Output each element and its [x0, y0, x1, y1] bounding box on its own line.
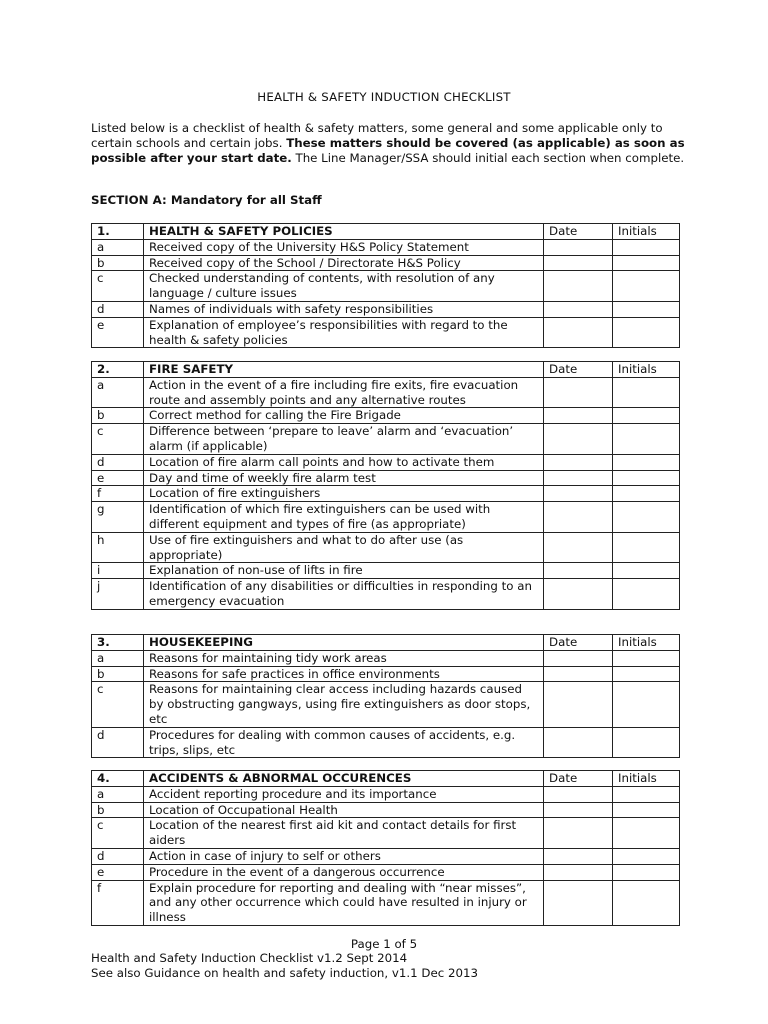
- item-text: Location of fire alarm call points and how to activate them: [144, 454, 544, 470]
- date-cell[interactable]: [544, 255, 613, 271]
- item-key: c: [92, 424, 144, 455]
- table-row: [92, 786, 680, 802]
- date-column-header: Date: [544, 224, 613, 240]
- table-row: [92, 802, 680, 818]
- table-row: [92, 848, 680, 864]
- initials-cell[interactable]: [613, 424, 680, 455]
- item-key: e: [92, 864, 144, 880]
- table-header-row: [92, 771, 680, 787]
- initials-cell[interactable]: [613, 408, 680, 424]
- initials-cell[interactable]: [613, 880, 680, 925]
- item-text: Checked understanding of contents, with resolution of any language / culture issues: [144, 271, 544, 302]
- item-key: a: [92, 786, 144, 802]
- item-text: Explanation of employee’s responsibilities with regard to the health & safety policies: [144, 317, 544, 348]
- item-key: j: [92, 579, 144, 610]
- item-key: c: [92, 818, 144, 849]
- initials-cell[interactable]: [613, 579, 680, 610]
- item-key: b: [92, 802, 144, 818]
- item-text: Action in case of injury to self or others: [144, 848, 544, 864]
- item-key: e: [92, 470, 144, 486]
- date-cell[interactable]: [544, 666, 613, 682]
- section-number: 3.: [92, 635, 144, 651]
- table-row: [92, 454, 680, 470]
- item-text: Names of individuals with safety responsibilities: [144, 301, 544, 317]
- checklist-table-policies: [91, 223, 680, 348]
- table-row: [92, 255, 680, 271]
- initials-cell[interactable]: [613, 864, 680, 880]
- item-text: Procedure in the event of a dangerous occurrence: [144, 864, 544, 880]
- item-key: c: [92, 682, 144, 727]
- initials-cell[interactable]: [613, 802, 680, 818]
- item-key: b: [92, 408, 144, 424]
- footer-guidance-line: See also Guidance on health and safety induction, v1.1 Dec 2013: [91, 966, 478, 980]
- item-key: a: [92, 239, 144, 255]
- section-title: HEALTH & SAFETY POLICIES: [144, 224, 544, 240]
- table-row: [92, 424, 680, 455]
- item-text: Day and time of weekly fire alarm test: [144, 470, 544, 486]
- item-text: Explain procedure for reporting and dealing with “near misses”, and any other occurrence which could have resulted in injury or illness: [144, 880, 544, 925]
- checklist-table-accidents: [91, 770, 680, 926]
- date-column-header: Date: [544, 635, 613, 651]
- footer-version-line: Health and Safety Induction Checklist v1.2 Sept 2014: [91, 951, 408, 965]
- section-number: 2.: [92, 362, 144, 378]
- item-text: Action in the event of a fire including fire exits, fire evacuation route and assembly points and any alternative routes: [144, 377, 544, 408]
- section-a-heading: SECTION A: Mandatory for all Staff: [91, 193, 322, 207]
- checklist-table-housekeeping: [91, 634, 680, 758]
- date-cell[interactable]: [544, 727, 613, 758]
- initials-column-header: Initials: [613, 635, 680, 651]
- item-text: Location of Occupational Health: [144, 802, 544, 818]
- item-key: e: [92, 317, 144, 348]
- initials-cell[interactable]: [613, 848, 680, 864]
- date-cell[interactable]: [544, 786, 613, 802]
- table-row: [92, 377, 680, 408]
- item-key: a: [92, 650, 144, 666]
- initials-column-header: Initials: [613, 771, 680, 787]
- item-text: Reasons for safe practices in office environments: [144, 666, 544, 682]
- table-row: [92, 408, 680, 424]
- table-row: [92, 486, 680, 502]
- checklist-table-fire-safety: [91, 361, 680, 610]
- item-text: Difference between ‘prepare to leave’ alarm and ‘evacuation’ alarm (if applicable): [144, 424, 544, 455]
- item-key: d: [92, 301, 144, 317]
- date-cell[interactable]: [544, 880, 613, 925]
- item-key: h: [92, 532, 144, 563]
- item-text: Procedures for dealing with common causes of accidents, e.g. trips, slips, etc: [144, 727, 544, 758]
- date-cell[interactable]: [544, 563, 613, 579]
- table-row: [92, 864, 680, 880]
- initials-cell[interactable]: [613, 727, 680, 758]
- table-row: [92, 317, 680, 348]
- initials-cell[interactable]: [613, 454, 680, 470]
- section-number: 1.: [92, 224, 144, 240]
- intro-text-bold: These matters should be covered (as applicable) as soon as possible after your start date.: [91, 136, 685, 165]
- item-key: d: [92, 727, 144, 758]
- initials-cell[interactable]: [613, 532, 680, 563]
- date-cell[interactable]: [544, 239, 613, 255]
- initials-column-header: Initials: [613, 362, 680, 378]
- table-row: [92, 727, 680, 758]
- item-text: Correct method for calling the Fire Brigade: [144, 408, 544, 424]
- table-header-row: [92, 224, 680, 240]
- date-cell[interactable]: [544, 682, 613, 727]
- item-key: d: [92, 454, 144, 470]
- date-cell[interactable]: [544, 502, 613, 533]
- table-row: [92, 880, 680, 925]
- table-row: [92, 532, 680, 563]
- date-cell[interactable]: [544, 802, 613, 818]
- table-row: [92, 563, 680, 579]
- table-row: [92, 682, 680, 727]
- item-text: Received copy of the School / Directorate H&S Policy: [144, 255, 544, 271]
- date-cell[interactable]: [544, 470, 613, 486]
- item-text: Explanation of non-use of lifts in fire: [144, 563, 544, 579]
- initials-cell[interactable]: [613, 502, 680, 533]
- section-title: ACCIDENTS & ABNORMAL OCCURENCES: [144, 771, 544, 787]
- initials-cell[interactable]: [613, 317, 680, 348]
- date-cell[interactable]: [544, 377, 613, 408]
- item-text: Reasons for maintaining clear access including hazards caused by obstructing gangways, using fire extinguishers as door stops, etc: [144, 682, 544, 727]
- date-cell[interactable]: [544, 486, 613, 502]
- date-cell[interactable]: [544, 532, 613, 563]
- item-key: g: [92, 502, 144, 533]
- initials-column-header: Initials: [613, 224, 680, 240]
- table-row: [92, 239, 680, 255]
- initials-cell[interactable]: [613, 650, 680, 666]
- date-column-header: Date: [544, 771, 613, 787]
- date-cell[interactable]: [544, 818, 613, 849]
- date-cell[interactable]: [544, 408, 613, 424]
- date-cell[interactable]: [544, 301, 613, 317]
- section-number: 4.: [92, 771, 144, 787]
- initials-cell[interactable]: [613, 818, 680, 849]
- initials-cell[interactable]: [613, 271, 680, 302]
- table-row: [92, 650, 680, 666]
- date-cell[interactable]: [544, 579, 613, 610]
- item-key: f: [92, 880, 144, 925]
- item-key: b: [92, 666, 144, 682]
- initials-cell[interactable]: [613, 563, 680, 579]
- item-text: Location of fire extinguishers: [144, 486, 544, 502]
- item-key: d: [92, 848, 144, 864]
- item-key: i: [92, 563, 144, 579]
- table-row: [92, 502, 680, 533]
- item-key: b: [92, 255, 144, 271]
- table-row: [92, 666, 680, 682]
- table-row: [92, 470, 680, 486]
- date-cell[interactable]: [544, 424, 613, 455]
- item-key: f: [92, 486, 144, 502]
- date-cell[interactable]: [544, 848, 613, 864]
- date-cell[interactable]: [544, 650, 613, 666]
- table-row: [92, 271, 680, 302]
- date-cell[interactable]: [544, 454, 613, 470]
- date-cell[interactable]: [544, 271, 613, 302]
- item-key: c: [92, 271, 144, 302]
- initials-cell[interactable]: [613, 786, 680, 802]
- item-text: Accident reporting procedure and its importance: [144, 786, 544, 802]
- item-text: Identification of any disabilities or difficulties in responding to an emergency evacuation: [144, 579, 544, 610]
- table-header-row: [92, 362, 680, 378]
- date-column-header: Date: [544, 362, 613, 378]
- table-row: [92, 579, 680, 610]
- intro-paragraph: [91, 121, 691, 166]
- initials-cell[interactable]: [613, 470, 680, 486]
- initials-cell[interactable]: [613, 666, 680, 682]
- table-row: [92, 818, 680, 849]
- initials-cell[interactable]: [613, 377, 680, 408]
- section-title: FIRE SAFETY: [144, 362, 544, 378]
- initials-cell[interactable]: [613, 239, 680, 255]
- date-cell[interactable]: [544, 864, 613, 880]
- initials-cell[interactable]: [613, 301, 680, 317]
- item-text: Location of the nearest first aid kit and contact details for first aiders: [144, 818, 544, 849]
- intro-text-1: Listed below is a checklist of health & safety matters, some general and some applicable only to certain schools and certain jobs.: [91, 121, 663, 150]
- initials-cell[interactable]: [613, 682, 680, 727]
- table-header-row: [92, 635, 680, 651]
- initials-cell[interactable]: [613, 255, 680, 271]
- page-number: Page 1 of 5: [350, 937, 418, 951]
- item-key: a: [92, 377, 144, 408]
- item-text: Received copy of the University H&S Policy Statement: [144, 239, 544, 255]
- date-cell[interactable]: [544, 317, 613, 348]
- section-title: HOUSEKEEPING: [144, 635, 544, 651]
- item-text: Reasons for maintaining tidy work areas: [144, 650, 544, 666]
- item-text: Identification of which fire extinguishers can be used with different equipment and types of fire (as appropriate): [144, 502, 544, 533]
- document-title: HEALTH & SAFETY INDUCTION CHECKLIST: [257, 90, 511, 104]
- intro-text-2: The Line Manager/SSA should initial each section when complete.: [291, 151, 685, 165]
- initials-cell[interactable]: [613, 486, 680, 502]
- table-row: [92, 301, 680, 317]
- item-text: Use of fire extinguishers and what to do after use (as appropriate): [144, 532, 544, 563]
